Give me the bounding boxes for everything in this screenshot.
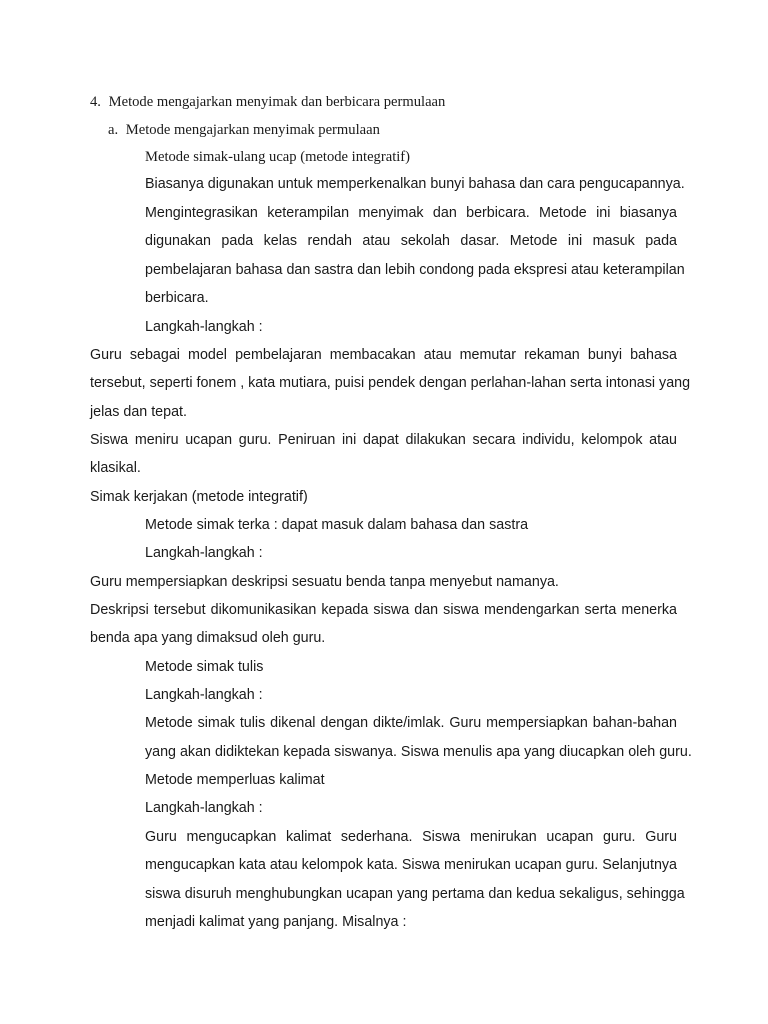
paragraph-line: Siswa meniru ucapan guru. Peniruan ini dapat dilakukan secara individu, kelompok atau [90,432,677,448]
subsection-letter: a. [108,122,119,138]
section-number: 4. [90,94,101,110]
method-title: Metode memperluas kalimat [145,772,325,788]
method-title: Metode simak-ulang ucap (metode integratif) [145,149,411,165]
steps-label: Langkah-langkah : [145,687,263,703]
paragraph-line: Guru mengucapkan kalimat sederhana. Siswa menirukan ucapan guru. Guru [145,829,677,845]
paragraph-line: mengucapkan kata atau kelompok kata. Siswa menirukan ucapan guru. Selanjutnya [145,857,677,873]
section-title: Metode mengajarkan menyimak dan berbicara permulaan [108,94,446,110]
paragraph-line: digunakan pada kelas rendah atau sekolah dasar. Metode ini masuk pada [145,233,677,249]
paragraph-line: Deskripsi tersebut dikomunikasikan kepada siswa dan siswa mendengarkan serta menerka [90,602,677,618]
steps-label: Langkah-langkah : [145,800,263,816]
paragraph-line: berbicara. [145,290,209,306]
subsection-heading [108,120,380,140]
method-title: Simak kerjakan (metode integratif) [90,489,308,505]
section-heading [90,92,445,112]
subsection-title: Metode mengajarkan menyimak permulaan [125,122,380,138]
paragraph-line: klasikal. [90,460,141,476]
paragraph-line: siswa disuruh menghubungkan ucapan yang pertama dan kedua sekaligus, sehingga [145,886,685,902]
paragraph-line: Mengintegrasikan keterampilan menyimak dan berbicara. Metode ini biasanya [145,205,677,221]
steps-label: Langkah-langkah : [145,319,263,335]
paragraph-line: Biasanya digunakan untuk memperkenalkan bunyi bahasa dan cara pengucapannya. [145,176,685,192]
paragraph-line: menjadi kalimat yang panjang. Misalnya : [145,914,407,930]
steps-label: Langkah-langkah : [145,545,263,561]
paragraph-line: Metode simak tulis dikenal dengan dikte/imlak. Guru mempersiapkan bahan-bahan [145,715,677,731]
paragraph-line: jelas dan tepat. [90,404,187,420]
method-title: Metode simak tulis [145,659,264,675]
paragraph-line: Guru sebagai model pembelajaran membacakan atau memutar rekaman bunyi bahasa [90,347,677,363]
paragraph-line: benda apa yang dimaksud oleh guru. [90,630,326,646]
paragraph-line: pembelajaran bahasa dan sastra dan lebih condong pada ekspresi atau keterampilan [145,262,685,278]
method-title: Metode simak terka : dapat masuk dalam bahasa dan sastra [145,517,529,533]
paragraph-line: tersebut, seperti fonem , kata mutiara, puisi pendek dengan perlahan-lahan serta intonasi yang [90,375,691,391]
paragraph-line: Guru mempersiapkan deskripsi sesuatu benda tanpa menyebut namanya. [90,574,559,590]
paragraph-line: yang akan didiktekan kepada siswanya. Siswa menulis apa yang diucapkan oleh guru. [145,744,692,760]
